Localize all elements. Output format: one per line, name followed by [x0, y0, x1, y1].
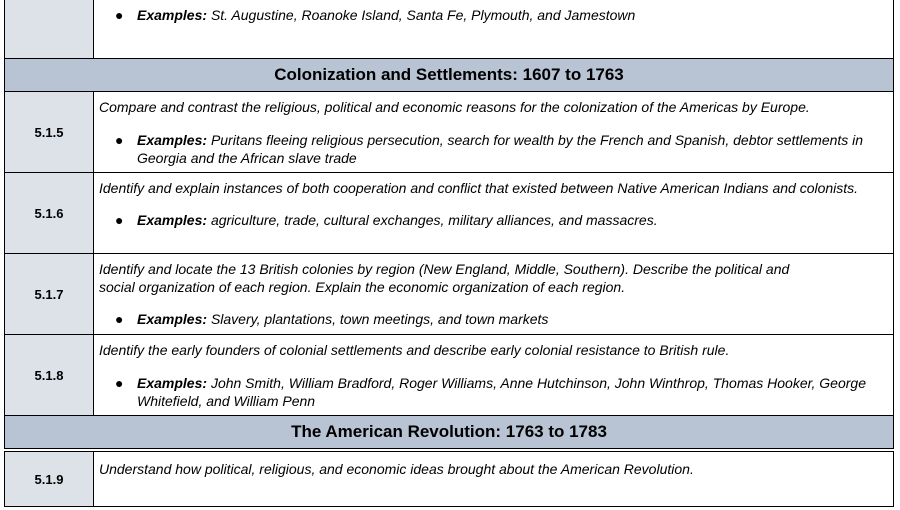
- examples-label: Examples:: [137, 7, 208, 23]
- table-row: [4, 0, 894, 59]
- standard-code: 5.1.5: [34, 124, 64, 140]
- standard-content-cell: [94, 452, 893, 506]
- bullet-icon: ●: [115, 7, 124, 23]
- standard-content-cell: [94, 0, 893, 58]
- section-header: [4, 415, 894, 449]
- standard-code: 5.1.6: [34, 205, 64, 221]
- examples-text: John Smith, William Bradford, Roger Williams, Anne Hutchinson, John Winthrop, Thomas Hooker, George Whitefield, and William Penn: [137, 375, 866, 409]
- standard-content-cell: [94, 254, 893, 334]
- examples-item: [115, 131, 887, 167]
- section-title: The American Revolution: 1763 to 1783: [291, 422, 607, 441]
- standard-content-cell: [94, 335, 893, 415]
- bullet-icon: ●: [115, 311, 124, 327]
- examples-label: Examples:: [137, 132, 208, 148]
- standard-code: 5.1.7: [34, 286, 64, 302]
- table-row: [4, 91, 894, 173]
- examples-label: Examples:: [137, 311, 208, 327]
- section-header: [4, 58, 894, 92]
- examples-item: [115, 211, 887, 229]
- bullet-icon: ●: [115, 212, 124, 228]
- standard-text: Identify and locate the 13 British colonies by region (New England, Middle, Southern). Describe the political and social organization of each region. Explain the economic organization of each region.: [99, 261, 790, 295]
- examples-label: Examples:: [137, 212, 208, 228]
- examples-item: [115, 310, 813, 328]
- examples-text: St. Augustine, Roanoke Island, Santa Fe, Plymouth, and Jamestown: [210, 7, 636, 23]
- examples-item: [115, 6, 887, 24]
- standard-content-cell: [94, 173, 893, 253]
- standard-code-cell: [5, 335, 94, 415]
- standard-code-cell: [5, 254, 94, 334]
- table-row: [4, 334, 894, 416]
- section-title: Colonization and Settlements: 1607 to 1763: [274, 65, 624, 84]
- examples-text: Slavery, plantations, town meetings, and town markets: [210, 311, 549, 327]
- bullet-icon: ●: [115, 375, 124, 391]
- examples-text: Puritans fleeing religious persecution, search for wealth by the French and Spanish, debtor settlements in Georgia and the African slave trade: [137, 132, 864, 166]
- standard-text: Identify and explain instances of both cooperation and conflict that existed between Native American Indians and colonists.: [99, 180, 859, 196]
- standard-code: 5.1.8: [34, 367, 64, 383]
- standard-code-cell: [5, 173, 94, 253]
- standard-code-cell: [5, 452, 94, 506]
- table-row: [4, 253, 894, 335]
- bullet-icon: ●: [115, 132, 124, 148]
- standard-content-cell: [94, 92, 893, 172]
- table-row: [4, 172, 894, 254]
- table-row: [4, 451, 894, 507]
- standard-text: Identify the early founders of colonial settlements and describe early colonial resistance to British rule.: [99, 342, 730, 358]
- examples-item: [115, 374, 887, 410]
- examples-label: Examples:: [137, 375, 208, 391]
- examples-text: agriculture, trade, cultural exchanges, military alliances, and massacres.: [210, 212, 658, 228]
- standard-code-cell: [5, 92, 94, 172]
- standard-text: Understand how political, religious, and economic ideas brought about the American Revolution.: [99, 461, 694, 477]
- standard-code: 5.1.9: [34, 471, 64, 487]
- standard-text: Compare and contrast the religious, political and economic reasons for the colonization of the Americas by Europe.: [99, 99, 810, 115]
- standard-code-cell: [5, 0, 94, 58]
